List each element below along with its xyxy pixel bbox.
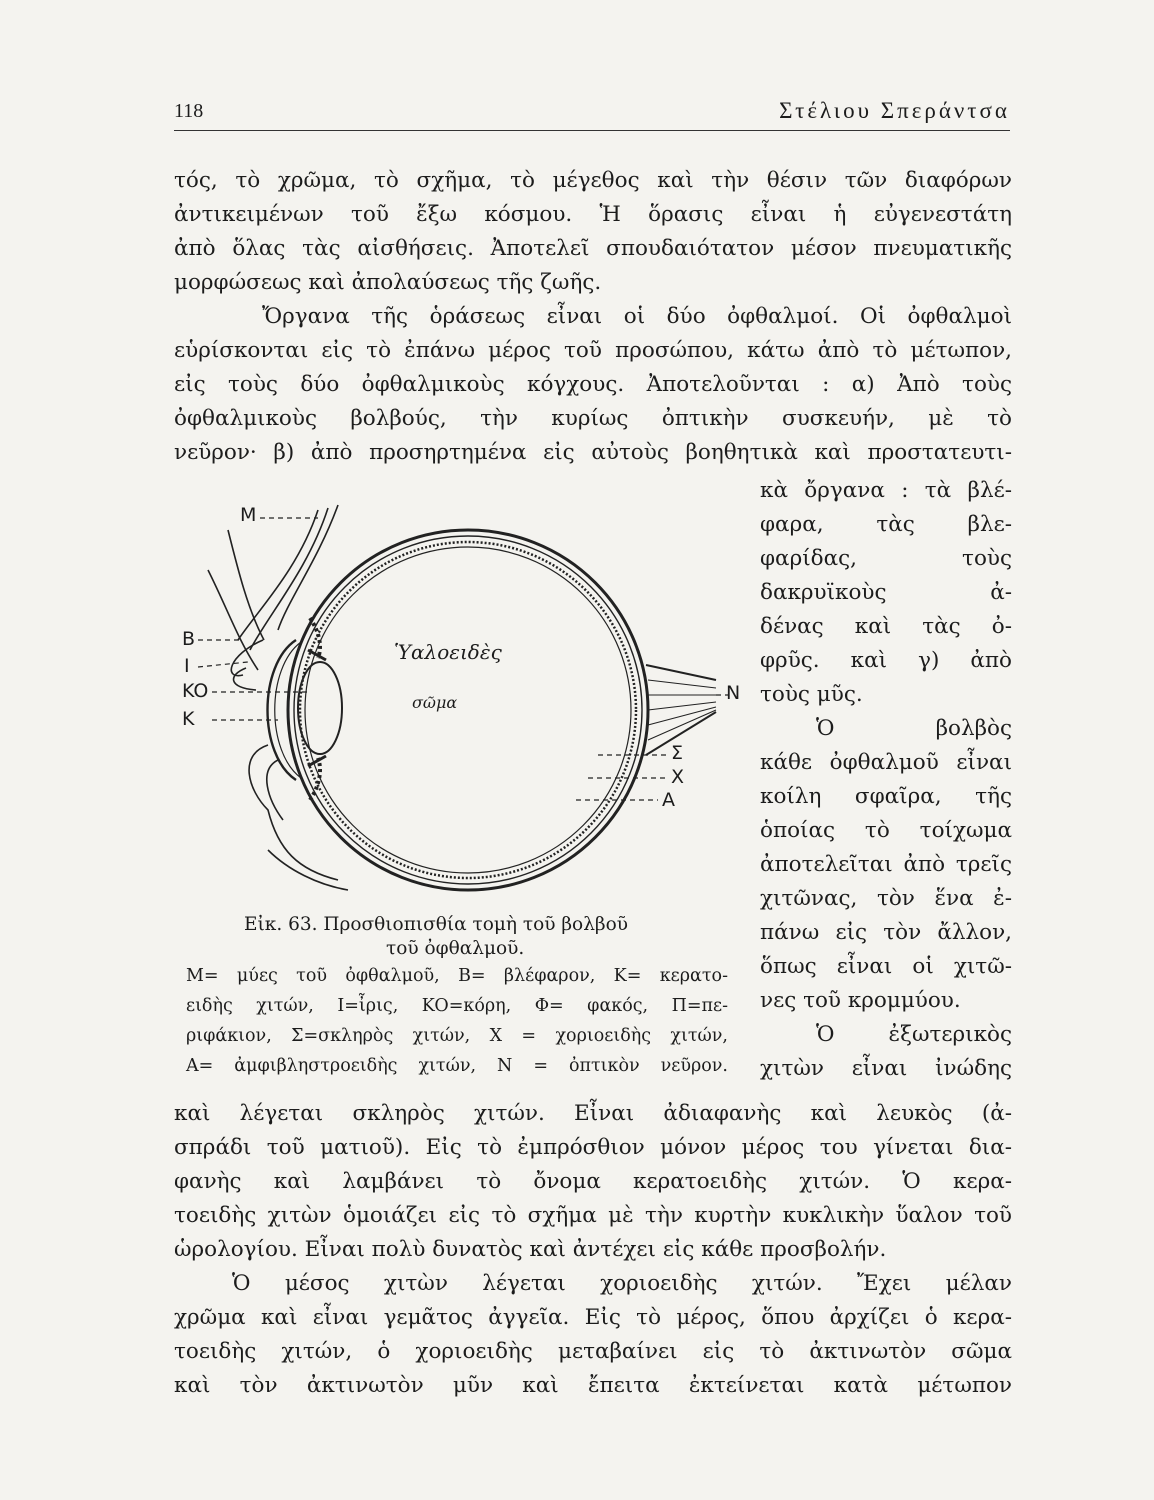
text-line: τοειδὴς χιτὼν ὁμοιάζει εἰς τὸ σχῆμα μὲ τὴν κυρτὴν κυκλικὴν ὕαλον τοῦ <box>174 1203 1012 1228</box>
eye-cross-section-illustration <box>168 490 748 910</box>
text-line: Ὁ μέσος χιτὼν λέγεται χοριοειδὴς χιτών. Ἔχει μέλαν <box>232 1271 1012 1296</box>
column-line: πάνω εἰς τὸν ἄλλον, <box>760 920 1012 945</box>
text-line: σπράδι τοῦ ματιοῦ). Εἰς τὸ ἐμπρόσθιον μόνον μέρος του γίνεται δια- <box>174 1135 1012 1160</box>
label-K: K <box>182 708 195 730</box>
text-line: ὀφθαλμικοὺς βολβούς, τὴν κυρίως ὀπτικὴν συσκευήν, μὲ τὸ <box>174 406 1012 431</box>
label-M: M <box>240 504 257 526</box>
text-line: φανὴς καὶ λαμβάνει τὸ ὄνομα κερατοειδὴς χιτών. Ὁ κερα- <box>174 1169 1012 1194</box>
text-line: ὡρολογίου. Εἶναι πολὺ δυνατὸς καὶ ἀντέχει εἰς κάθε προσβολήν. <box>174 1237 887 1262</box>
figure-caption-title: Εἰκ. 63. Προσθιοπισθία τομὴ τοῦ βολβοῦ <box>244 914 628 935</box>
text-line: ἀπὸ ὅλας τὰς αἰσθήσεις. Ἀποτελεῖ σπουδαιότατον μέσον πνευματικῆς <box>174 236 1012 261</box>
column-line: ὁποίας τὸ τοίχωμα <box>760 818 1012 843</box>
column-line: ὅπως εἶναι οἱ χιτῶ- <box>760 954 1012 979</box>
column-line: δένας καὶ τὰς ὀ- <box>760 614 1012 639</box>
text-line: εὑρίσκονται εἰς τὸ ἐπάνω μέρος τοῦ προσώπου, κάτω ἀπὸ τὸ μέτωπον, <box>174 338 1012 363</box>
text-line: τοειδὴς χιτών, ὁ χοριοειδὴς μεταβαίνει εἰς τὸ ἀκτινωτὸν σῶμα <box>174 1339 1012 1364</box>
column-line: νες τοῦ κρομμύου. <box>760 988 961 1013</box>
figure-legend-line: ριφάκιον, Σ=σκληρὸς χιτών, X = χοριοειδὴς χιτών, <box>186 1026 728 1046</box>
column-line: χιτὼν εἶναι ἰνώδης <box>760 1056 1012 1081</box>
label-KO: KO <box>182 680 209 702</box>
column-line: κὰ ὄργανα : τὰ βλέ- <box>760 478 1012 503</box>
handwritten-label-vitreous: Ὑαλοειδὲς <box>394 640 502 664</box>
running-head: Στέλιου Σπεράντσα <box>779 98 1010 123</box>
text-line: καὶ λέγεται σκληρὸς χιτών. Εἶναι ἀδιαφανὴς καὶ λευκὸς (ἀ- <box>174 1101 1012 1126</box>
text-line: εἰς τοὺς δύο ὀφθαλμικοὺς κόγχους. Ἀποτελοῦνται : α) Ἀπὸ τοὺς <box>174 372 1012 397</box>
column-line: τοὺς μῦς. <box>760 682 863 707</box>
text-line: τός, τὸ χρῶμα, τὸ σχῆμα, τὸ μέγεθος καὶ τὴν θέσιν τῶν διαφόρων <box>174 168 1012 193</box>
text-line: χρῶμα καὶ εἶναι γεμᾶτος ἀγγεῖα. Εἰς τὸ μέρος, ὅπου ἀρχίζει ὁ κερα- <box>174 1305 1012 1330</box>
label-N: N <box>726 682 741 704</box>
label-Sigma: Σ <box>671 742 684 764</box>
column-line: φρῦς. καὶ γ) ἀπὸ <box>760 648 1012 673</box>
column-line: δακρυϊκοὺς ἀ- <box>760 580 1012 605</box>
text-line: Ὄργανα τῆς ὁράσεως εἶναι οἱ δύο ὀφθαλμοί. Οἱ ὀφθαλμοὶ <box>262 304 1012 329</box>
figure-legend-line: ειδὴς χιτών, I=ἶρις, KO=κόρη, Φ= φακός, Π=πε- <box>186 996 728 1016</box>
figure-legend-line: M= μύες τοῦ ὀφθαλμοῦ, B= βλέφαρον, K= κερατο- <box>186 966 728 986</box>
column-line: φαρίδας, τοὺς <box>760 546 1012 571</box>
column-line: Ὁ βολβὸς <box>816 716 1012 741</box>
column-line: κοίλη σφαῖρα, τῆς <box>760 784 1012 809</box>
column-line: Ὁ ἐξωτερικὸς <box>816 1022 1012 1047</box>
page-header <box>174 98 1010 131</box>
figure-caption-title-cont: τοῦ ὀφθαλμοῦ. <box>386 938 525 959</box>
text-line: ἀντικειμένων τοῦ ἔξω κόσμου. Ἡ ὅρασις εἶναι ἡ εὐγενεστάτη <box>174 202 1012 227</box>
text-line: καὶ τὸν ἀκτινωτὸν μῦν καὶ ἔπειτα ἐκτείνεται κατὰ μέτωπον <box>174 1373 1012 1398</box>
eye-diagram <box>168 490 748 910</box>
column-line: ἀποτελεῖται ἀπὸ τρεῖς <box>760 852 1012 877</box>
label-X: X <box>671 766 685 788</box>
text-line: μορφώσεως καὶ ἀπολαύσεως τῆς ζωῆς. <box>174 270 602 295</box>
column-line: φαρα, τὰς βλε- <box>760 512 1012 537</box>
label-A: A <box>662 789 675 811</box>
label-B: B <box>182 628 196 650</box>
label-I: I <box>184 655 190 677</box>
handwritten-label-body: σῶμα <box>412 693 458 712</box>
column-line: χιτῶνας, τὸν ἕνα ἐ- <box>760 886 1012 911</box>
figure-legend-line: A= ἀμφιβληστροειδὴς χιτών, N = ὀπτικὸν νεῦρον. <box>186 1056 728 1076</box>
page-number: 118 <box>174 100 204 122</box>
text-line: νεῦρον· β) ἀπὸ προσηρτημένα εἰς αὐτοὺς βοηθητικὰ καὶ προστατευτι- <box>174 440 1012 465</box>
column-line: κάθε ὀφθαλμοῦ εἶναι <box>760 750 1012 775</box>
